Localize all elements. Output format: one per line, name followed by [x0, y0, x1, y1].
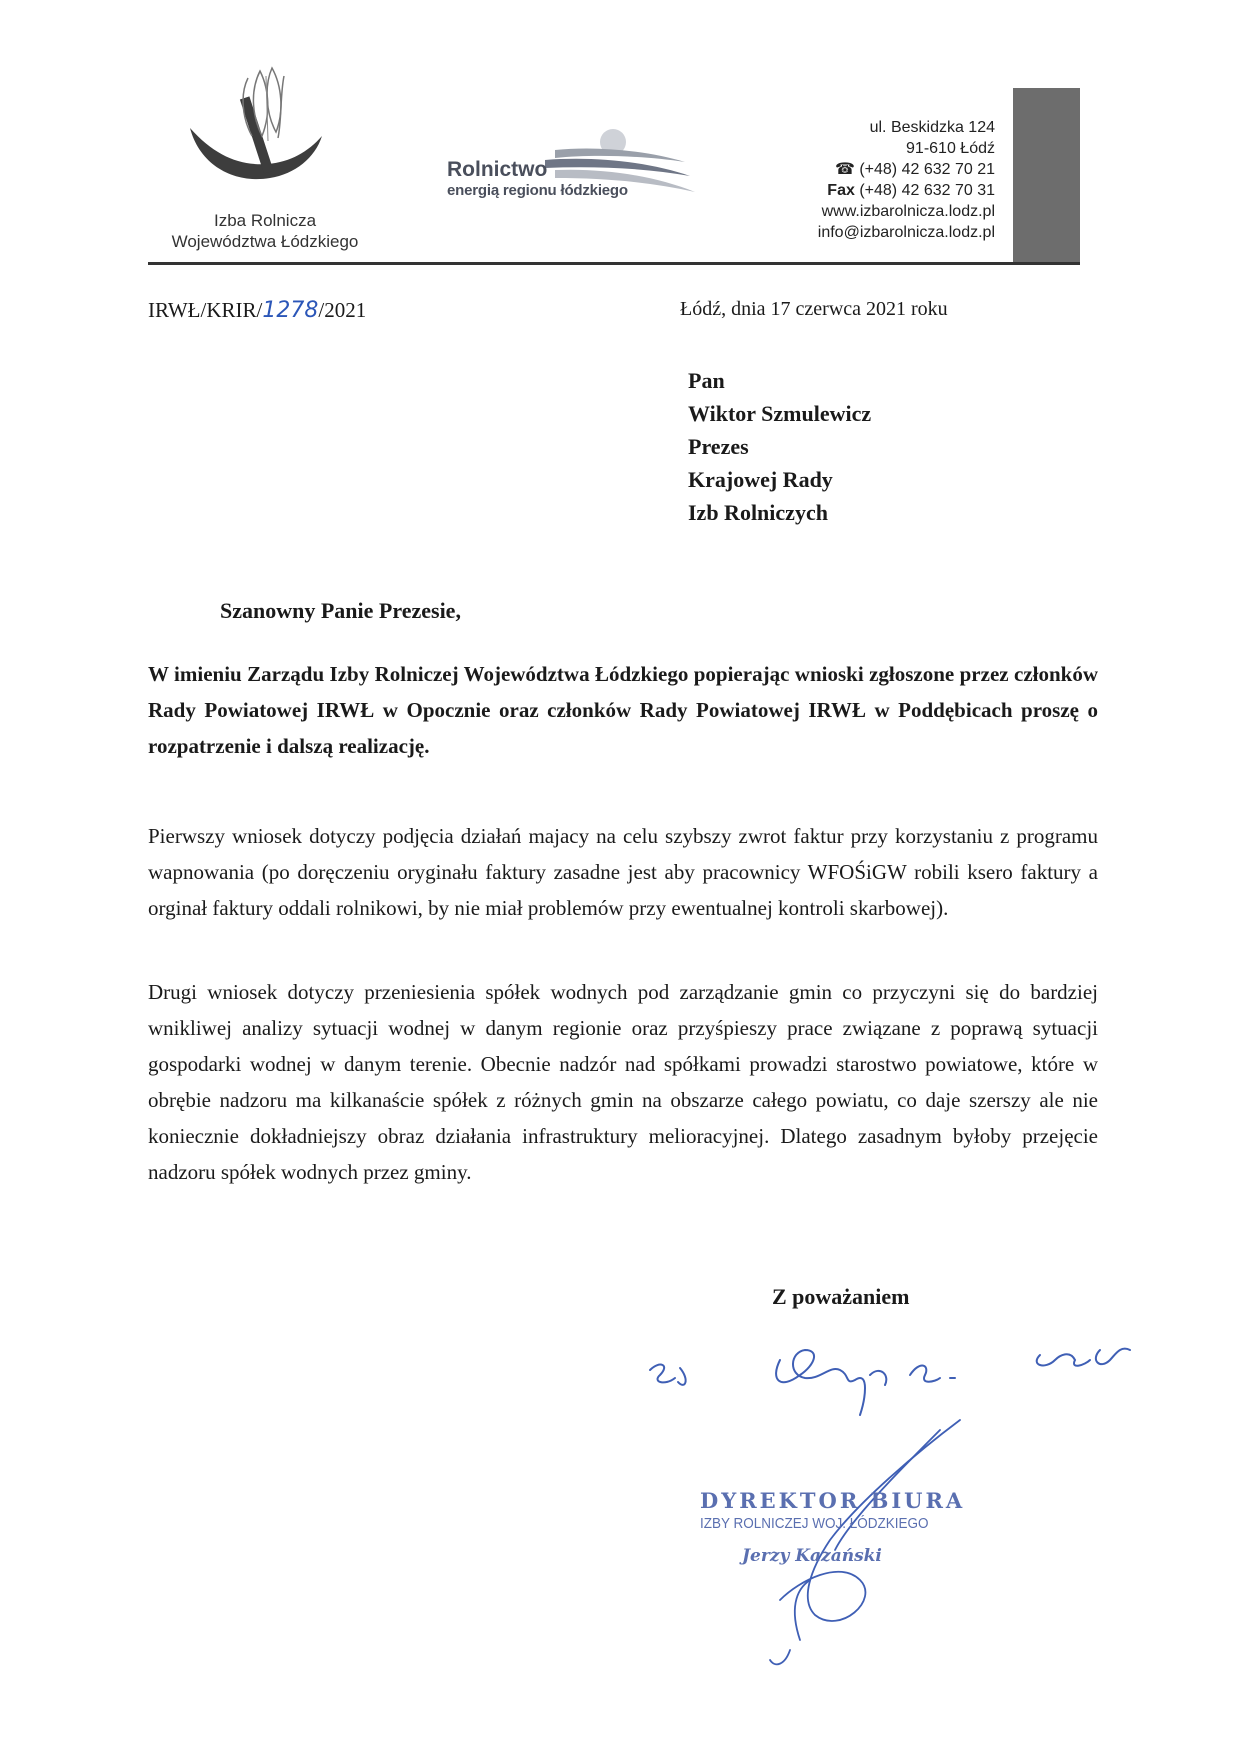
contact-website: www.izbarolnicza.lodz.pl — [821, 203, 995, 220]
contact-phone: (+48) 42 632 70 21 — [859, 161, 995, 178]
addressee-block — [688, 364, 871, 529]
addressee-line: Pan — [688, 368, 725, 393]
contact-email: info@izbarolnicza.lodz.pl — [817, 224, 995, 241]
stamp-title: DYREKTOR BIURA — [700, 1488, 966, 1513]
header-divider — [148, 262, 1080, 265]
header-gray-bar — [1013, 88, 1080, 265]
contact-phone-line — [818, 159, 995, 180]
addressee-line: Wiktor Szmulewicz — [688, 401, 872, 426]
addressee-line: Krajowej Rady — [688, 467, 833, 492]
contact-fax-line — [818, 180, 995, 201]
salutation: Szanowny Panie Prezesie, — [220, 598, 461, 623]
contact-block — [818, 117, 995, 243]
reference-prefix: IRWŁ/KRIR/ — [148, 298, 263, 322]
contact-street: ul. Beskidzka 124 — [869, 119, 995, 136]
reference-handwritten-number: 1278 — [262, 298, 319, 323]
paragraph-second-request: Drugi wniosek dotyczy przeniesienia spółek wodnych pod zarządzanie gmin co przyczyni się do bardziej wnikliwej analizy sytuacji wodnej w danym regionie oraz przyśpieszy prace związane z poprawą sytuacji gospodarki wodnej w danym terenie. Obecnie nadzór nad spółkami prowadzi starostwo powiatowe, które w obrębie nadzoru ma kilkanaście spółek z różnych gmin na obszarze całego powiatu, co daje szerszy ale nie koniecznie dokładniejszy obraz działania infrastruktury melioracyjnej. Dlatego zasadnym byłoby przejęcie nadzoru spółek wodnych przez gminy. — [148, 980, 1098, 1184]
campaign-title: Rolnictwo — [447, 158, 548, 181]
fax-label: Fax — [827, 182, 855, 199]
reference-year: 2021 — [324, 298, 367, 322]
addressee-line: Prezes — [688, 434, 749, 459]
intro-paragraph: W imieniu Zarządu Izby Rolniczej Województwa Łódzkiego popierając wnioski zgłoszone przez członków Rady Powiatowej IRWŁ w Opocznie oraz członków Rady Powiatowej IRWŁ w Poddębicach proszę o rozpatrzenie i dalszą realizację. — [148, 662, 1098, 758]
telephone-icon: ☎ — [834, 161, 855, 178]
organization-name — [150, 210, 380, 252]
organization-line-1: Izba Rolnicza — [213, 211, 317, 230]
closing-phrase: Z poważaniem — [772, 1284, 910, 1309]
izba-rolnicza-logo-icon — [190, 66, 330, 206]
contact-fax: (+48) 42 632 70 31 — [859, 182, 995, 199]
addressee-line: Izb Rolniczych — [688, 500, 828, 525]
contact-city: 91-610 Łódź — [906, 140, 995, 157]
stamp-signatory: Jerzy Kazański — [742, 1546, 882, 1566]
director-stamp — [700, 1488, 966, 1566]
letter-date: Łódź, dnia 17 czerwca 2021 roku — [680, 298, 948, 320]
stamp-organization: IZBY ROLNICZEJ WOJ. ŁÓDZKIEGO — [700, 1515, 929, 1532]
reference-number: IRWŁ/KRIR/1278/2021 — [148, 298, 367, 323]
campaign-subtitle: energią regionu łódzkiego — [447, 182, 628, 199]
paragraph-first-request: Pierwszy wniosek dotyczy podjęcia działań majacy na celu szybszy zwrot faktur przy korzystaniu z programu wapnowania (po doręczeniu oryginału faktury zasadne jest aby pracownicy WFOŚiGW robili ksero faktury a orginał faktury oddali rolnikowi, by nie miał problemów przy ewentualnej kontroli skarbowej). — [148, 824, 1098, 920]
organization-line-2: Województwa Łódzkiego — [171, 232, 359, 251]
